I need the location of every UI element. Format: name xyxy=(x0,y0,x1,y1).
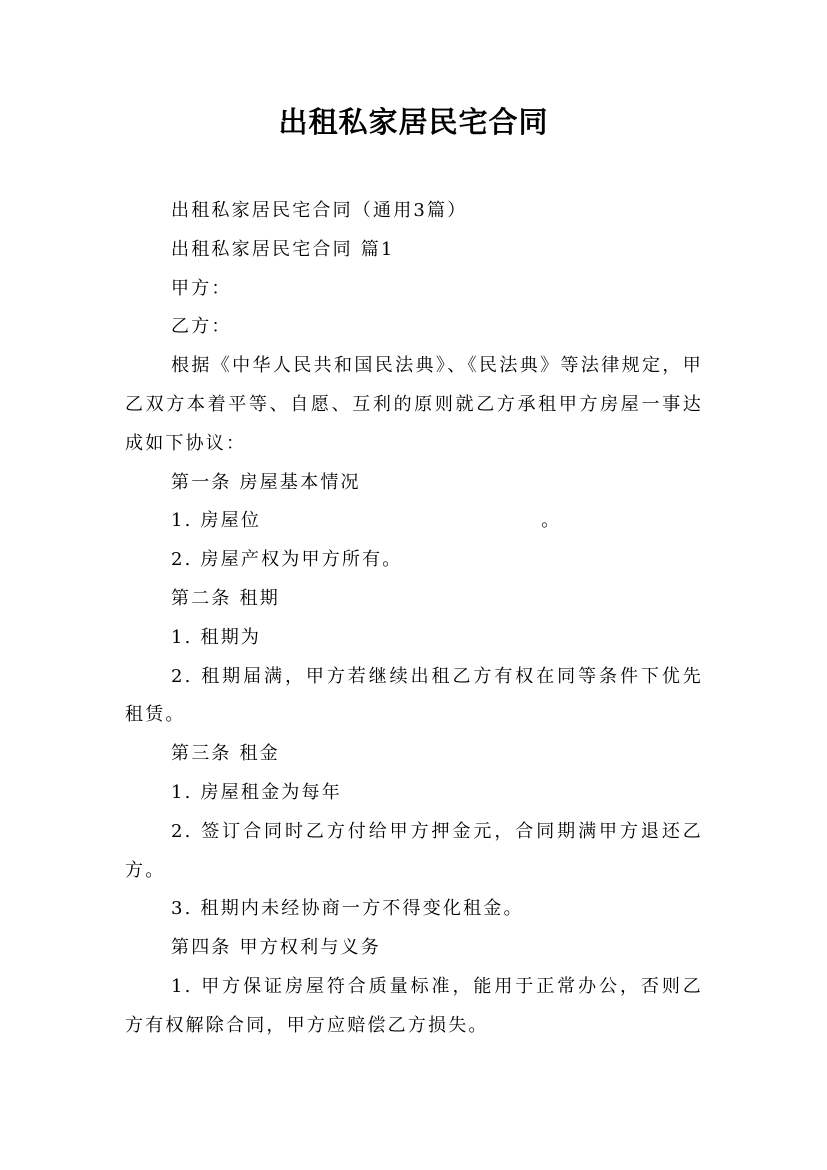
paragraph-article-3-heading: 第三条 租金 xyxy=(171,743,280,765)
item-text: 1. 房屋位 xyxy=(171,510,262,532)
paragraph-party-b: 乙方： xyxy=(171,316,232,338)
document-body xyxy=(125,192,703,1046)
paragraph-party-a: 甲方： xyxy=(171,277,232,299)
item-end-mark: 。 xyxy=(541,510,562,532)
document-title: 出租私家居民宅合同 xyxy=(278,105,549,139)
paragraph-article-2-item-1: 1. 租期为 xyxy=(171,626,262,648)
paragraph-section-heading: 出租私家居民宅合同 篇1 xyxy=(171,238,395,260)
paragraph-subtitle: 出租私家居民宅合同（通用3篇） xyxy=(171,200,468,221)
paragraph-article-3-item-2: 2. 签订合同时乙方付给甲方押金元，合同期满甲方退还乙方。 xyxy=(125,820,703,881)
paragraph-article-4-item-1: 1. 甲方保证房屋符合质量标准，能用于正常办公，否则乙方有权解除合同，甲方应赔偿乙方损失。 xyxy=(125,975,703,1036)
paragraph-article-2-item-2: 2. 租期届满，甲方若继续出租乙方有权在同等条件下优先租赁。 xyxy=(125,665,703,726)
paragraph-preamble: 根据《中华人民共和国民法典》、《民法典》等法律规定，甲乙双方本着平等、自愿、互利的原则就乙方承租甲方房屋一事达成如下协议： xyxy=(125,355,703,454)
paragraph-article-1-item-2: 2. 房屋产权为甲方所有。 xyxy=(171,549,403,571)
paragraph-article-4-heading: 第四条 甲方权利与义务 xyxy=(171,937,381,959)
paragraph-article-3-item-3: 3. 租期内未经协商一方不得变化租金。 xyxy=(171,898,524,920)
paragraph-article-1-heading: 第一条 房屋基本情况 xyxy=(171,471,361,493)
paragraph-article-1-item-1 xyxy=(125,502,703,541)
paragraph-article-3-item-1: 1. 房屋租金为每年 xyxy=(171,781,342,803)
paragraph-article-2-heading: 第二条 租期 xyxy=(171,587,280,609)
